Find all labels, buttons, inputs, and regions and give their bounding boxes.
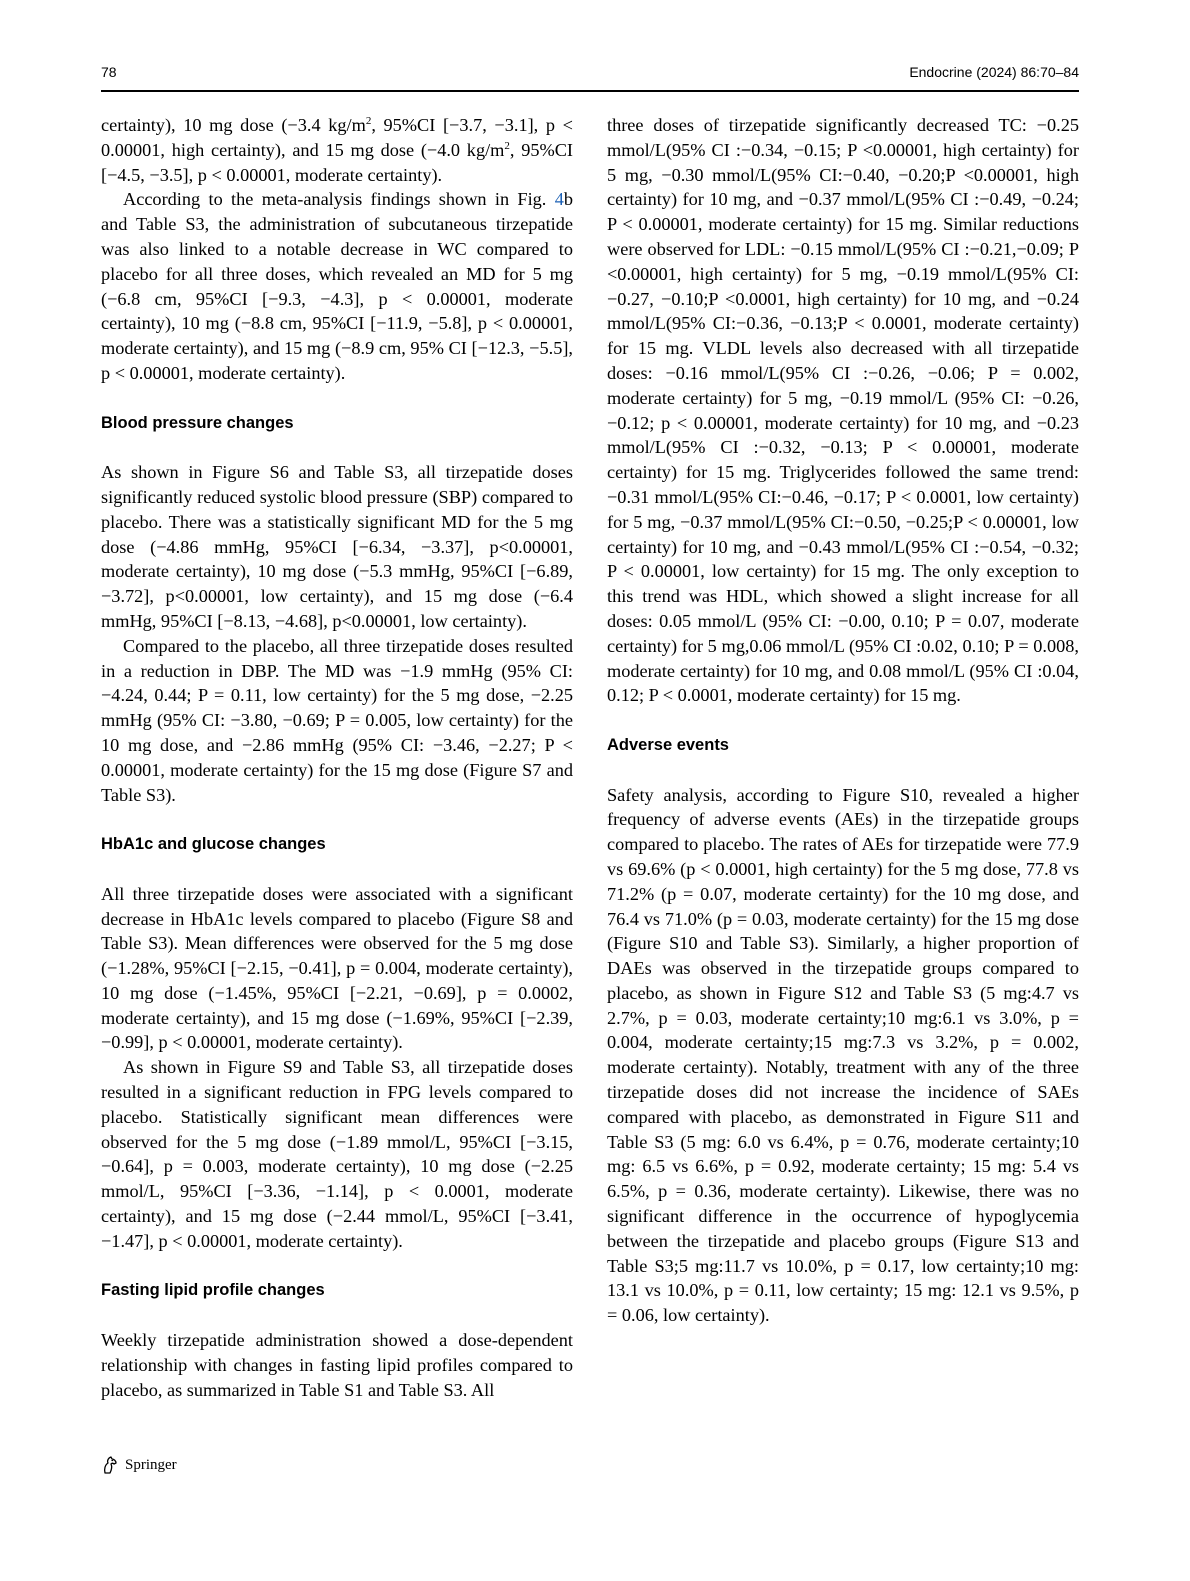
left-column (101, 113, 573, 1402)
spacer (101, 435, 573, 460)
text-run: , 95%CI [−3.7, −3.1], p < 0.00001, high certainty), and 15 mg dose (−4.0 kg/m (101, 115, 573, 160)
paragraph-fpg: As shown in Figure S9 and Table S3, all tirzepatide doses resulted in a significant reduction in FPG levels compared to placebo. Statistically significant mean differences were observed for the 5 mg dose (−1.89 mmol/L, 95%CI [−3.15, −0.64], p = 0.003, moderate certainty), 10 mg dose (−2.25 mmol/L, 95%CI [−3.36, −1.14], p < 0.0001, moderate certainty), and 15 mg dose (−2.44 mmol/L, 95%CI [−3.41, −1.47], p < 0.00001, moderate certainty). (101, 1057, 573, 1251)
spacer (607, 758, 1079, 783)
paragraph-hba1c: All three tirzepatide doses were associated with a significant decrease in HbA1c levels compared to placebo (Figure S8 and Table S3). Mean differences were observed for the 5 mg dose (−1.28%, 95%CI [−2.15, −0.41], p = 0.004, moderate certainty), 10 mg dose (−1.45%, 95%CI [−2.21, −0.69], p = 0.0002, moderate certainty), and 15 mg dose (−1.69%, 95%CI [−2.39, −0.99], p < 0.00001, moderate certainty). (101, 883, 573, 1053)
superscript: 2 (365, 114, 372, 127)
heading-lipid-profile: Fasting lipid profile changes (101, 1281, 325, 1300)
spacer (101, 1254, 573, 1279)
paragraph-waist-circumference (101, 187, 573, 385)
page-number: 78 (101, 64, 117, 80)
superscript: 2 (504, 139, 510, 152)
spacer (607, 708, 1079, 733)
heading-hba1c-glucose: HbA1c and glucose changes (101, 835, 326, 854)
springer-horse-icon (101, 1455, 119, 1475)
publisher-footer (101, 1455, 177, 1475)
paragraph-adverse-events: Safety analysis, according to Figure S10, revealed a higher frequency of adverse events (AEs) in the tirzepatide groups compared to placebo. The rates of AEs for tirzepatide were 77.9 vs 69.6% (p < 0.0001, high certainty) for the 5 mg dose, 77.8 vs 71.2% (p = 0.07, moderate certainty) for the 10 mg dose, and 76.4 vs 71.0% (p = 0.03, moderate certainty) for the 15 mg dose (Figure S10 and Table S3). Similarly, a higher proportion of DAEs was observed in the tirzepatide groups compared to placebo, as shown in Figure S12 and Table S3 (5 mg:4.7 vs 2.7%, p = 0.03, moderate certainty;10 mg:6.1 vs 3.0%, p = 0.004, moderate certainty;15 mg:7.3 vs 3.2%, p = 0.002, moderate certainty). Notably, treatment with any of the three tirzepatide doses did not increase the incidence of SAEs compared with placebo, as demonstrated in Figure S11 and Table S3 (5 mg: 6.0 vs 6.4%, p = 0.76, moderate certainty;10 mg: 6.5 vs 6.6%, p = 0.92, moderate certainty; 15 mg: 5.4 vs 6.5%, p = 0.36, moderate certainty). Likewise, there was no significant difference in the occurrence of hypoglycemia between the tirzepatide and placebo groups (Figure S13 and Table S3;5 mg:11.7 vs 10.0%, p = 0.17, low certainty;10 mg: 13.1 vs 10.0%, p = 0.11, low certainty; 15 mg: 12.1 vs 9.5%, p = 0.06, low certainty). (607, 784, 1079, 1326)
spacer (101, 857, 573, 882)
text-run: , 95%CI [−4.5, −3.5], p < 0.00001, moderate certainty). (101, 139, 574, 185)
paragraph-dbp: Compared to the placebo, all three tirzepatide doses resulted in a reduction in DBP. The MD was −1.9 mmHg (95% CI: −4.24, 0.44; P = 0.11, low certainty) for the 5 mg dose, −2.25 mmHg (95% CI: −3.80, −0.69; P = 0.005, low certainty) for the 10 mg dose, and −2.86 mmHg (95% CI: −3.46, −2.27; P < 0.00001, moderate certainty) for the 15 mg dose (Figure S7 and Table S3). (101, 635, 573, 805)
heading-adverse-events: Adverse events (607, 735, 729, 754)
paragraph-lipid-intro: Weekly tirzepatide administration showed a dose-dependent relationship with changes in fasting lipid profiles compared to placebo, as summarized in Table S1 and Table S3. All (101, 1330, 573, 1400)
spacer (101, 1303, 573, 1328)
heading-blood-pressure: Blood pressure changes (101, 413, 294, 432)
paragraph-sbp: As shown in Figure S6 and Table S3, all tirzepatide doses significantly reduced systolic blood pressure (SBP) compared to placebo. There was a statistically significant MD for the 5 mg dose (−4.86 mmHg, 95%CI [−6.34, −3.37], p<0.00001, moderate certainty), 10 mg dose (−5.3 mmHg, 95%CI [−6.89, −3.72], p<0.00001, low certainty), and 15 mg dose (−6.4 mmHg, 95%CI [−8.13, −4.68], p<0.00001, low certainty). (101, 462, 573, 631)
paragraph-lipid-results: three doses of tirzepatide significantly decreased TC: −0.25 mmol/L(95% CI :−0.34, −0.15; P <0.00001, high certainty) for 5 mg, −0.30 mmol/L(95% CI:−0.40, −0.20;P <0.00001, high certainty) for 10 mg, and −0.37 mmol/L(95% CI :−0.49, −0.24; P < 0.00001, moderate certainty) for 15 mg. Similar reductions were observed for LDL: −0.15 mmol/L(95% CI :−0.21,−0.09; P <0.00001, high certainty) for 5 mg, −0.19 mmol/L(95% CI:−0.27, −0.10;P <0.0001, high certainty) for 10 mg, and −0.24 mmol/L(95% CI:−0.36, −0.13;P < 0.0001, moderate certainty) for 15 mg. VLDL levels also decreased with all tirzepatide doses: −0.16 mmol/L(95% CI :−0.26, −0.06; P = 0.002, moderate certainty) for 5 mg, −0.19 mmol/L (95% CI: −0.26, −0.12; p < 0.00001, moderate certainty) for 10 mg, and −0.23 mmol/L(95% CI :−0.32, −0.13; P < 0.00001, moderate certainty) for 15 mg. Triglycerides followed the same trend: −0.31 mmol/L(95% CI:−0.46, −0.17; P < 0.0001, low certainty) for 5 mg, −0.37 mmol/L(95% CI:−0.50, −0.25;P < 0.00001, low certainty) for 10 mg, and −0.43 mmol/L(95% CI :−0.54, −0.32; P < 0.00001, low certainty) for 15 mg. The only exception to this trend was HDL, which showed a slight increase for all doses: 0.05 mmol/L (95% CI: −0.00, 0.10; P = 0.07, moderate certainty) for 5 mg,0.06 mmol/L (95% CI :0.02, 0.10; P = 0.008, moderate certainty) for 10 mg, and 0.08 mmol/L (95% CI :0.04, 0.12; P < 0.0001, moderate certainty) for 15 mg. (607, 115, 1079, 706)
header-rule (101, 90, 1079, 92)
text-run: b and Table S3, the administration of subcutaneous tirzepatide was also linked to a notable decrease in WC compared to placebo for all three doses, which revealed an MD for 5 mg (−6.8 cm, 95%CI [−9.3, −4.3], p < 0.00001, moderate certainty), 10 mg (−8.8 cm, 95%CI [−11.9, −5.8], p < 0.00001, moderate certainty), and 15 mg (−8.9 cm, 95% CI [−12.3, −5.5], p < 0.00001, moderate certainty). (101, 189, 573, 383)
journal-citation: Endocrine (2024) 86:70–84 (909, 64, 1079, 80)
text-run: certainty), 10 mg dose (−3.4 kg/m (101, 115, 366, 135)
publisher-name: Springer (125, 1456, 177, 1473)
figure-link[interactable]: 4 (554, 189, 564, 210)
text-run: According to the meta-analysis findings shown in Fig. (123, 189, 555, 210)
spacer (101, 386, 573, 411)
paragraph-bmi-continuation (101, 113, 573, 187)
right-column (607, 113, 1079, 1328)
spacer (101, 807, 573, 832)
